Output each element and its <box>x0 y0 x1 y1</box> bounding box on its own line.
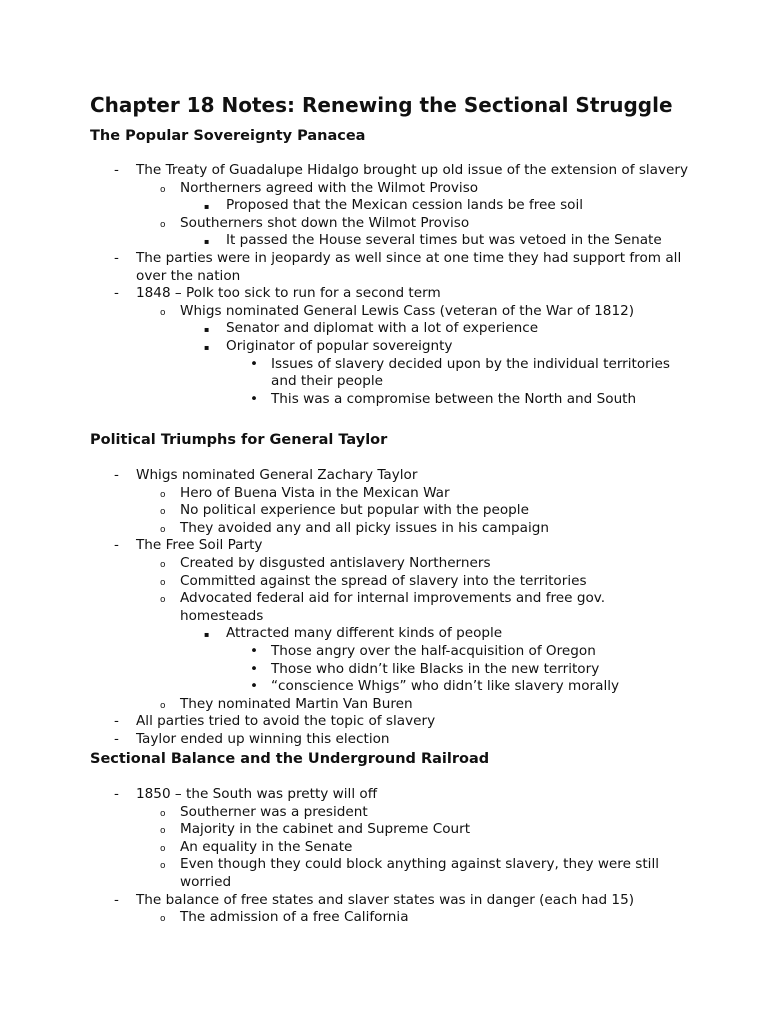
dash-bullet-icon: - <box>114 285 119 302</box>
list-item <box>90 555 690 573</box>
list-item-text: The balance of free states and slaver states was in danger (each had 15) <box>136 891 635 908</box>
list-item <box>90 356 690 391</box>
dot-bullet-icon: • <box>250 355 259 372</box>
list-item-text: Those angry over the half-acquisition of Oregon <box>271 642 596 659</box>
circle-bullet-icon: o <box>160 219 166 230</box>
list-item <box>90 839 690 857</box>
list-item-text: Created by disgusted antislavery Northerners <box>180 554 491 571</box>
list-item <box>90 573 690 591</box>
list-item <box>90 661 690 679</box>
circle-bullet-icon: o <box>160 489 166 500</box>
circle-bullet-icon: o <box>160 184 166 195</box>
dot-bullet-icon: • <box>250 678 259 695</box>
list-item-text: An equality in the Senate <box>180 838 353 855</box>
dot-bullet-icon: • <box>250 390 259 407</box>
list-item <box>90 892 690 910</box>
list-item <box>90 520 690 538</box>
circle-bullet-icon: o <box>160 524 166 535</box>
circle-bullet-icon: o <box>160 700 166 711</box>
dot-bullet-icon: • <box>250 660 259 677</box>
list-item <box>90 804 690 822</box>
list-item-text: Proposed that the Mexican cession lands be free soil <box>226 197 584 214</box>
list-item-text: They nominated Martin Van Buren <box>180 695 413 712</box>
list-item <box>90 502 690 520</box>
list-item-text: They avoided any and all picky issues in his campaign <box>180 519 549 536</box>
list-item <box>90 625 690 643</box>
circle-bullet-icon: o <box>160 808 166 819</box>
list-item <box>90 303 690 321</box>
list-item-text: Issues of slavery decided upon by the individual territories and their people <box>271 355 670 390</box>
square-bullet-icon: ▪ <box>204 630 210 640</box>
square-bullet-icon: ▪ <box>204 202 210 212</box>
circle-bullet-icon: o <box>160 914 166 925</box>
list-item-text: Committed against the spread of slavery into the territories <box>180 572 587 589</box>
list-item <box>90 320 690 338</box>
circle-bullet-icon: o <box>160 826 166 837</box>
list-item-text: All parties tried to avoid the topic of slavery <box>136 713 436 730</box>
dot-bullet-icon: • <box>250 642 259 659</box>
list-item-text: The Free Soil Party <box>136 537 263 554</box>
square-bullet-icon: ▪ <box>204 342 210 352</box>
circle-bullet-icon: o <box>160 559 166 570</box>
list-item <box>90 643 690 661</box>
list-item <box>90 467 690 485</box>
list-item-text: It passed the House several times but was vetoed in the Senate <box>226 232 662 249</box>
list-item-text: Hero of Buena Vista in the Mexican War <box>180 484 450 501</box>
section-sectional-balance <box>90 749 690 927</box>
list-item-text: Originator of popular sovereignty <box>226 337 453 354</box>
list-item <box>90 338 690 356</box>
dash-bullet-icon: - <box>114 730 119 747</box>
list-item-text: Whigs nominated General Zachary Taylor <box>136 467 418 483</box>
list-item <box>90 678 690 696</box>
list-item-text: Advocated federal aid for internal improvements and free gov. homesteads <box>180 590 606 624</box>
list-item <box>90 821 690 839</box>
list-item <box>90 909 690 927</box>
list-item-text: Southerners shot down the Wilmot Proviso <box>180 214 470 231</box>
section-heading: Sectional Balance and the Underground Railroad <box>90 751 490 767</box>
section-heading: Political Triumphs for General Taylor <box>90 432 388 448</box>
list-item <box>90 285 690 303</box>
square-bullet-icon: ▪ <box>204 325 210 335</box>
list-item <box>90 197 690 215</box>
section-general-taylor <box>90 430 690 749</box>
list-item-text: The Treaty of Guadalupe Hidalgo brought up old issue of the extension of slavery <box>136 162 689 178</box>
list-item <box>90 250 690 285</box>
list-item-text: The admission of a free California <box>180 909 409 926</box>
list-item-text: Northerners agreed with the Wilmot Proviso <box>180 179 479 196</box>
dash-bullet-icon: - <box>114 162 119 178</box>
list-item-text: Attracted many different kinds of people <box>226 625 503 642</box>
list-item <box>90 856 690 891</box>
list-item-text: 1848 – Polk too sick to run for a second term <box>136 285 441 302</box>
list-item-text: This was a compromise between the North and South <box>271 390 637 407</box>
list-item <box>90 590 690 625</box>
circle-bullet-icon: o <box>160 507 166 518</box>
dash-bullet-icon: - <box>114 713 119 730</box>
notes-list <box>90 467 690 749</box>
list-item <box>90 786 690 804</box>
list-item-text: Southerner was a president <box>180 803 368 820</box>
dash-bullet-icon: - <box>114 786 119 802</box>
list-item <box>90 537 690 555</box>
dash-bullet-icon: - <box>114 537 119 554</box>
list-item <box>90 162 690 180</box>
circle-bullet-icon: o <box>160 861 166 872</box>
list-item-text: Whigs nominated General Lewis Cass (veteran of the War of 1812) <box>180 302 635 319</box>
dash-bullet-icon: - <box>114 249 119 266</box>
circle-bullet-icon: o <box>160 577 166 588</box>
list-item-text: Majority in the cabinet and Supreme Court <box>180 821 471 838</box>
list-item <box>90 713 690 731</box>
list-item <box>90 180 690 198</box>
list-item <box>90 485 690 503</box>
list-item-text: 1850 – the South was pretty will off <box>136 786 378 802</box>
list-item <box>90 215 690 233</box>
list-item <box>90 731 690 749</box>
notes-list <box>90 786 690 927</box>
circle-bullet-icon: o <box>160 843 166 854</box>
section-popular-sovereignty <box>90 126 690 408</box>
square-bullet-icon: ▪ <box>204 237 210 247</box>
page-title: Chapter 18 Notes: Renewing the Sectional Struggle <box>90 93 673 117</box>
list-item-text: Taylor ended up winning this election <box>136 730 390 747</box>
list-item <box>90 696 690 714</box>
circle-bullet-icon: o <box>160 595 166 606</box>
dash-bullet-icon: - <box>114 467 119 483</box>
list-item-text: Those who didn’t like Blacks in the new territory <box>271 660 600 677</box>
dash-bullet-icon: - <box>114 891 119 908</box>
list-item-text: “conscience Whigs” who didn’t like slavery morally <box>271 678 620 695</box>
list-item-text: The parties were in jeopardy as well since at one time they had support from all over the nation <box>136 249 682 284</box>
list-item <box>90 232 690 250</box>
list-item-text: Senator and diplomat with a lot of experience <box>226 320 539 337</box>
list-item-text: No political experience but popular with the people <box>180 502 529 519</box>
section-heading: The Popular Sovereignty Panacea <box>90 128 366 144</box>
list-item <box>90 391 690 409</box>
list-item-text: Even though they could block anything against slavery, they were still worried <box>180 856 660 890</box>
circle-bullet-icon: o <box>160 307 166 318</box>
notes-list <box>90 162 690 408</box>
